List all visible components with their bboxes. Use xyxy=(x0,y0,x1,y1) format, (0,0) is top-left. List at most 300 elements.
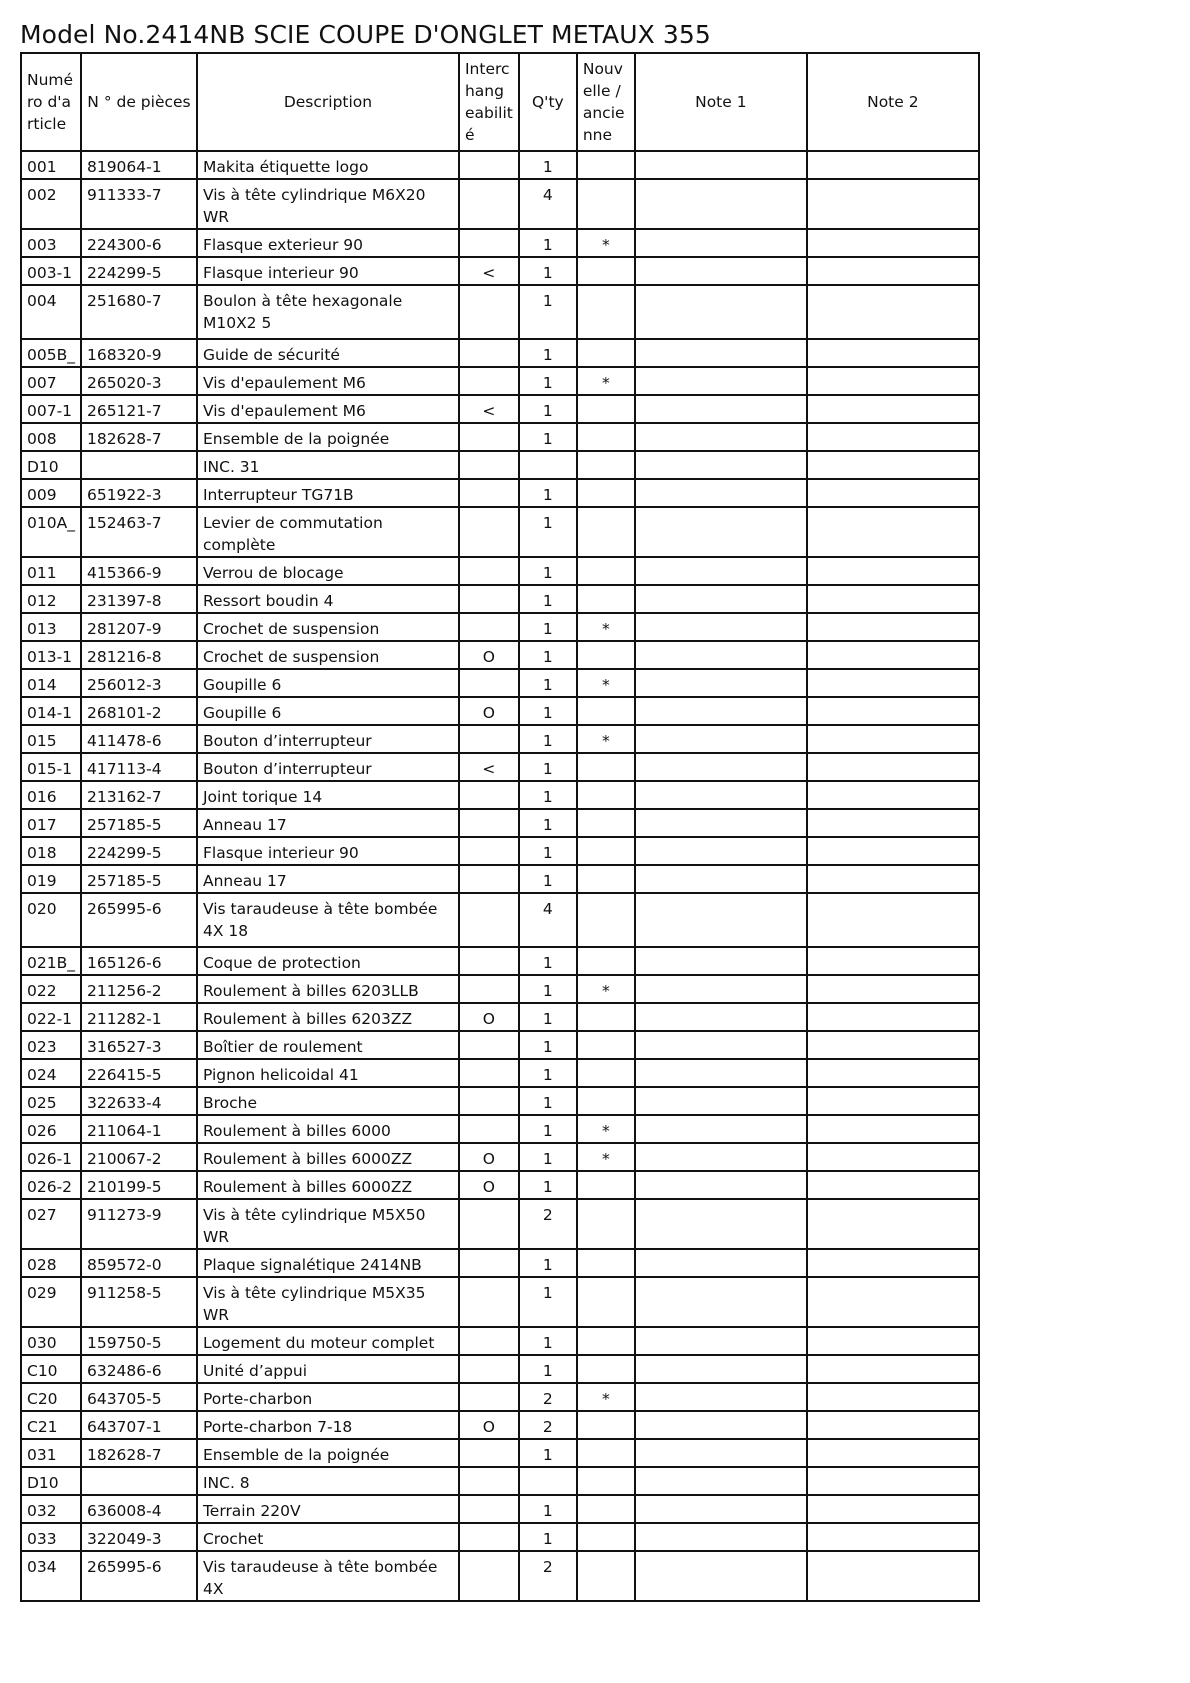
new-old-cell xyxy=(577,585,635,613)
interchangeability-cell xyxy=(459,479,519,507)
part-number-cell: 265020-3 xyxy=(81,367,197,395)
interchangeability-cell xyxy=(459,1327,519,1355)
description-cell: Roulement à billes 6000ZZ xyxy=(197,1143,459,1171)
new-old-cell xyxy=(577,395,635,423)
description-cell: Ensemble de la poignée xyxy=(197,423,459,451)
quantity-cell: 1 xyxy=(519,395,577,423)
new-old-cell xyxy=(577,1171,635,1199)
part-number-cell: 265995-6 xyxy=(81,1551,197,1601)
interchangeability-cell xyxy=(459,947,519,975)
table-row xyxy=(21,1411,979,1439)
description-cell: Vis d'epaulement M6 xyxy=(197,367,459,395)
note-1-cell xyxy=(635,1115,807,1143)
part-number-cell: 265121-7 xyxy=(81,395,197,423)
article-number-cell: 022 xyxy=(21,975,81,1003)
article-number-cell: 026-1 xyxy=(21,1143,81,1171)
note-1-cell xyxy=(635,1087,807,1115)
table-row xyxy=(21,451,979,479)
note-2-cell xyxy=(807,893,979,947)
table-row xyxy=(21,367,979,395)
description-cell: Coque de protection xyxy=(197,947,459,975)
interchangeability-cell xyxy=(459,613,519,641)
new-old-cell xyxy=(577,865,635,893)
note-1-cell xyxy=(635,179,807,229)
interchangeability-cell xyxy=(459,1355,519,1383)
note-1-cell xyxy=(635,893,807,947)
table-row xyxy=(21,781,979,809)
header-description: Description xyxy=(197,53,459,151)
note-1-cell xyxy=(635,1249,807,1277)
part-number-cell: 211256-2 xyxy=(81,975,197,1003)
quantity-cell: 1 xyxy=(519,725,577,753)
new-old-cell xyxy=(577,1059,635,1087)
note-1-cell xyxy=(635,1059,807,1087)
table-row xyxy=(21,725,979,753)
new-old-cell xyxy=(577,1551,635,1601)
part-number-cell: 224299-5 xyxy=(81,257,197,285)
new-old-cell xyxy=(577,257,635,285)
part-number-cell: 226415-5 xyxy=(81,1059,197,1087)
note-2-cell xyxy=(807,1551,979,1601)
article-number-cell: D10 xyxy=(21,1467,81,1495)
article-number-cell: 004 xyxy=(21,285,81,339)
quantity-cell: 1 xyxy=(519,1171,577,1199)
description-cell: Flasque interieur 90 xyxy=(197,837,459,865)
note-1-cell xyxy=(635,151,807,179)
note-1-cell xyxy=(635,613,807,641)
description-cell: Porte-charbon 7-18 xyxy=(197,1411,459,1439)
table-row xyxy=(21,257,979,285)
note-1-cell xyxy=(635,423,807,451)
article-number-cell: 028 xyxy=(21,1249,81,1277)
header-new-old: Nouv elle / ancie nne xyxy=(577,53,635,151)
article-number-cell: 014 xyxy=(21,669,81,697)
new-old-cell xyxy=(577,1277,635,1327)
part-number-cell: 316527-3 xyxy=(81,1031,197,1059)
interchangeability-cell xyxy=(459,809,519,837)
table-row xyxy=(21,613,979,641)
note-2-cell xyxy=(807,1143,979,1171)
table-row xyxy=(21,585,979,613)
article-number-cell: 030 xyxy=(21,1327,81,1355)
article-number-cell: 033 xyxy=(21,1523,81,1551)
new-old-cell xyxy=(577,1355,635,1383)
note-2-cell xyxy=(807,1327,979,1355)
table-row xyxy=(21,865,979,893)
quantity-cell: 4 xyxy=(519,179,577,229)
quantity-cell: 2 xyxy=(519,1411,577,1439)
note-1-cell xyxy=(635,479,807,507)
article-number-cell: 016 xyxy=(21,781,81,809)
table-row xyxy=(21,809,979,837)
part-number-cell: 281207-9 xyxy=(81,613,197,641)
interchangeability-cell xyxy=(459,1115,519,1143)
table-row xyxy=(21,1059,979,1087)
description-cell: Logement du moteur complet xyxy=(197,1327,459,1355)
note-2-cell xyxy=(807,613,979,641)
quantity-cell: 1 xyxy=(519,809,577,837)
note-2-cell xyxy=(807,753,979,781)
new-old-cell: * xyxy=(577,1143,635,1171)
note-1-cell xyxy=(635,975,807,1003)
note-1-cell xyxy=(635,507,807,557)
table-row xyxy=(21,423,979,451)
interchangeability-cell xyxy=(459,1199,519,1249)
note-2-cell xyxy=(807,1087,979,1115)
quantity-cell: 1 xyxy=(519,1143,577,1171)
interchangeability-cell xyxy=(459,669,519,697)
quantity-cell: 1 xyxy=(519,1003,577,1031)
description-cell: Pignon helicoidal 41 xyxy=(197,1059,459,1087)
description-cell: Bouton d’interrupteur xyxy=(197,753,459,781)
description-cell: Roulement à billes 6203ZZ xyxy=(197,1003,459,1031)
note-1-cell xyxy=(635,725,807,753)
note-1-cell xyxy=(635,837,807,865)
description-cell: Unité d’appui xyxy=(197,1355,459,1383)
new-old-cell: * xyxy=(577,1115,635,1143)
quantity-cell: 1 xyxy=(519,781,577,809)
part-number-cell: 651922-3 xyxy=(81,479,197,507)
interchangeability-cell: < xyxy=(459,257,519,285)
note-1-cell xyxy=(635,1411,807,1439)
new-old-cell xyxy=(577,1249,635,1277)
table-row xyxy=(21,1327,979,1355)
table-row xyxy=(21,1439,979,1467)
interchangeability-cell xyxy=(459,865,519,893)
table-row xyxy=(21,1277,979,1327)
interchangeability-cell: < xyxy=(459,395,519,423)
table-row xyxy=(21,1031,979,1059)
parts-table xyxy=(20,52,980,1602)
quantity-cell: 1 xyxy=(519,1277,577,1327)
interchangeability-cell xyxy=(459,423,519,451)
quantity-cell: 1 xyxy=(519,229,577,257)
interchangeability-cell xyxy=(459,507,519,557)
note-2-cell xyxy=(807,809,979,837)
note-2-cell xyxy=(807,451,979,479)
table-row xyxy=(21,479,979,507)
interchangeability-cell xyxy=(459,975,519,1003)
table-row xyxy=(21,1383,979,1411)
note-1-cell xyxy=(635,451,807,479)
article-number-cell: 020 xyxy=(21,893,81,947)
table-row xyxy=(21,753,979,781)
note-2-cell xyxy=(807,1003,979,1031)
quantity-cell: 1 xyxy=(519,1355,577,1383)
new-old-cell xyxy=(577,339,635,367)
quantity-cell: 1 xyxy=(519,975,577,1003)
quantity-cell: 1 xyxy=(519,507,577,557)
article-number-cell: C20 xyxy=(21,1383,81,1411)
note-1-cell xyxy=(635,557,807,585)
new-old-cell xyxy=(577,947,635,975)
description-cell: Vis à tête cylindrique M5X35 WR xyxy=(197,1277,459,1327)
note-1-cell xyxy=(635,753,807,781)
header-article-number: Numé ro d'a rticle xyxy=(21,53,81,151)
part-number-cell: 213162-7 xyxy=(81,781,197,809)
part-number-cell: 632486-6 xyxy=(81,1355,197,1383)
part-number-cell: 322049-3 xyxy=(81,1523,197,1551)
table-row xyxy=(21,1199,979,1249)
interchangeability-cell xyxy=(459,285,519,339)
quantity-cell: 1 xyxy=(519,479,577,507)
new-old-cell xyxy=(577,479,635,507)
quantity-cell: 1 xyxy=(519,669,577,697)
note-2-cell xyxy=(807,557,979,585)
new-old-cell xyxy=(577,1199,635,1249)
article-number-cell: 029 xyxy=(21,1277,81,1327)
new-old-cell xyxy=(577,451,635,479)
new-old-cell: * xyxy=(577,367,635,395)
new-old-cell: * xyxy=(577,725,635,753)
note-2-cell xyxy=(807,1031,979,1059)
interchangeability-cell xyxy=(459,837,519,865)
article-number-cell: 031 xyxy=(21,1439,81,1467)
description-cell: Joint torique 14 xyxy=(197,781,459,809)
table-row xyxy=(21,395,979,423)
note-2-cell xyxy=(807,947,979,975)
interchangeability-cell: O xyxy=(459,1171,519,1199)
new-old-cell xyxy=(577,809,635,837)
note-2-cell xyxy=(807,1059,979,1087)
article-number-cell: 003-1 xyxy=(21,257,81,285)
note-1-cell xyxy=(635,585,807,613)
table-row xyxy=(21,285,979,339)
interchangeability-cell xyxy=(459,367,519,395)
part-number-cell: 911273-9 xyxy=(81,1199,197,1249)
table-row xyxy=(21,1523,979,1551)
part-number-cell: 819064-1 xyxy=(81,151,197,179)
table-row xyxy=(21,641,979,669)
quantity-cell: 1 xyxy=(519,1523,577,1551)
interchangeability-cell: O xyxy=(459,1411,519,1439)
table-row xyxy=(21,975,979,1003)
interchangeability-cell xyxy=(459,1495,519,1523)
description-cell: Roulement à billes 6203LLB xyxy=(197,975,459,1003)
quantity-cell: 1 xyxy=(519,641,577,669)
article-number-cell: 027 xyxy=(21,1199,81,1249)
note-1-cell xyxy=(635,697,807,725)
article-number-cell: 013 xyxy=(21,613,81,641)
note-2-cell xyxy=(807,285,979,339)
article-number-cell: 001 xyxy=(21,151,81,179)
note-2-cell xyxy=(807,1199,979,1249)
table-row xyxy=(21,179,979,229)
description-cell: Terrain 220V xyxy=(197,1495,459,1523)
note-2-cell xyxy=(807,1355,979,1383)
part-number-cell: 211064-1 xyxy=(81,1115,197,1143)
part-number-cell: 265995-6 xyxy=(81,893,197,947)
new-old-cell xyxy=(577,285,635,339)
new-old-cell xyxy=(577,781,635,809)
note-2-cell xyxy=(807,1495,979,1523)
part-number-cell: 168320-9 xyxy=(81,339,197,367)
article-number-cell: 007-1 xyxy=(21,395,81,423)
quantity-cell: 1 xyxy=(519,1249,577,1277)
part-number-cell: 159750-5 xyxy=(81,1327,197,1355)
note-2-cell xyxy=(807,339,979,367)
part-number-cell: 211282-1 xyxy=(81,1003,197,1031)
quantity-cell: 1 xyxy=(519,257,577,285)
article-number-cell: 010A_ xyxy=(21,507,81,557)
description-cell: Ensemble de la poignée xyxy=(197,1439,459,1467)
part-number-cell: 256012-3 xyxy=(81,669,197,697)
article-number-cell: 015-1 xyxy=(21,753,81,781)
note-2-cell xyxy=(807,837,979,865)
new-old-cell xyxy=(577,179,635,229)
quantity-cell: 1 xyxy=(519,423,577,451)
new-old-cell xyxy=(577,423,635,451)
note-2-cell xyxy=(807,1467,979,1495)
note-1-cell xyxy=(635,1277,807,1327)
interchangeability-cell: < xyxy=(459,753,519,781)
part-number-cell: 643707-1 xyxy=(81,1411,197,1439)
part-number-cell: 257185-5 xyxy=(81,809,197,837)
note-2-cell xyxy=(807,507,979,557)
note-1-cell xyxy=(635,1467,807,1495)
note-2-cell xyxy=(807,669,979,697)
table-row xyxy=(21,1249,979,1277)
description-cell: INC. 31 xyxy=(197,451,459,479)
page-title: Model No.2414NB SCIE COUPE D'ONGLET METAUX 355 xyxy=(20,20,711,49)
description-cell: Vis à tête cylindrique M6X20 WR xyxy=(197,179,459,229)
article-number-cell: 011 xyxy=(21,557,81,585)
new-old-cell xyxy=(577,1031,635,1059)
part-number-cell: 417113-4 xyxy=(81,753,197,781)
description-cell: Flasque interieur 90 xyxy=(197,257,459,285)
table-row xyxy=(21,1495,979,1523)
new-old-cell: * xyxy=(577,1383,635,1411)
note-1-cell xyxy=(635,285,807,339)
note-2-cell xyxy=(807,1383,979,1411)
article-number-cell: 012 xyxy=(21,585,81,613)
description-cell: Flasque exterieur 90 xyxy=(197,229,459,257)
description-cell: Vis à tête cylindrique M5X50 WR xyxy=(197,1199,459,1249)
article-number-cell: 015 xyxy=(21,725,81,753)
quantity-cell: 1 xyxy=(519,697,577,725)
note-1-cell xyxy=(635,947,807,975)
table-body xyxy=(21,151,979,1601)
part-number-cell: 636008-4 xyxy=(81,1495,197,1523)
new-old-cell xyxy=(577,1495,635,1523)
interchangeability-cell xyxy=(459,1383,519,1411)
description-cell: Crochet de suspension xyxy=(197,641,459,669)
interchangeability-cell xyxy=(459,339,519,367)
quantity-cell: 2 xyxy=(519,1383,577,1411)
description-cell: INC. 8 xyxy=(197,1467,459,1495)
article-number-cell: 022-1 xyxy=(21,1003,81,1031)
description-cell: Levier de commutation complète xyxy=(197,507,459,557)
table-row xyxy=(21,1551,979,1601)
new-old-cell xyxy=(577,1411,635,1439)
quantity-cell: 1 xyxy=(519,1087,577,1115)
new-old-cell xyxy=(577,1439,635,1467)
interchangeability-cell xyxy=(459,1551,519,1601)
article-number-cell: 017 xyxy=(21,809,81,837)
new-old-cell xyxy=(577,151,635,179)
interchangeability-cell xyxy=(459,725,519,753)
quantity-cell: 1 xyxy=(519,151,577,179)
new-old-cell xyxy=(577,893,635,947)
part-number-cell: 182628-7 xyxy=(81,423,197,451)
new-old-cell: * xyxy=(577,975,635,1003)
part-number-cell: 643705-5 xyxy=(81,1383,197,1411)
interchangeability-cell xyxy=(459,151,519,179)
article-number-cell: 024 xyxy=(21,1059,81,1087)
table-row xyxy=(21,507,979,557)
article-number-cell: 007 xyxy=(21,367,81,395)
note-2-cell xyxy=(807,1115,979,1143)
new-old-cell xyxy=(577,507,635,557)
article-number-cell: 018 xyxy=(21,837,81,865)
table-row xyxy=(21,1115,979,1143)
description-cell: Roulement à billes 6000ZZ xyxy=(197,1171,459,1199)
new-old-cell xyxy=(577,557,635,585)
description-cell: Crochet xyxy=(197,1523,459,1551)
note-2-cell xyxy=(807,585,979,613)
interchangeability-cell xyxy=(459,1059,519,1087)
note-1-cell xyxy=(635,1171,807,1199)
note-2-cell xyxy=(807,1249,979,1277)
quantity-cell: 1 xyxy=(519,1031,577,1059)
interchangeability-cell xyxy=(459,1031,519,1059)
interchangeability-cell xyxy=(459,1439,519,1467)
note-2-cell xyxy=(807,479,979,507)
description-cell: Plaque signalétique 2414NB xyxy=(197,1249,459,1277)
note-1-cell xyxy=(635,1031,807,1059)
new-old-cell xyxy=(577,1467,635,1495)
table-row xyxy=(21,697,979,725)
table-header-row xyxy=(21,53,979,151)
note-1-cell xyxy=(635,641,807,669)
article-number-cell: 034 xyxy=(21,1551,81,1601)
note-1-cell xyxy=(635,229,807,257)
note-2-cell xyxy=(807,975,979,1003)
quantity-cell: 1 xyxy=(519,1059,577,1087)
header-interchangeability: Interc hang eabilit é xyxy=(459,53,519,151)
quantity-cell: 1 xyxy=(519,1495,577,1523)
quantity-cell: 1 xyxy=(519,1439,577,1467)
note-2-cell xyxy=(807,1439,979,1467)
description-cell: Guide de sécurité xyxy=(197,339,459,367)
quantity-cell: 1 xyxy=(519,367,577,395)
interchangeability-cell xyxy=(459,1249,519,1277)
interchangeability-cell xyxy=(459,1467,519,1495)
quantity-cell xyxy=(519,451,577,479)
interchangeability-cell: O xyxy=(459,641,519,669)
note-2-cell xyxy=(807,1411,979,1439)
description-cell: Broche xyxy=(197,1087,459,1115)
note-1-cell xyxy=(635,1523,807,1551)
description-cell: Ressort boudin 4 xyxy=(197,585,459,613)
interchangeability-cell xyxy=(459,1523,519,1551)
note-2-cell xyxy=(807,697,979,725)
description-cell: Anneau 17 xyxy=(197,865,459,893)
interchangeability-cell xyxy=(459,451,519,479)
article-number-cell: 019 xyxy=(21,865,81,893)
article-number-cell: 025 xyxy=(21,1087,81,1115)
new-old-cell: * xyxy=(577,229,635,257)
part-number-cell: 251680-7 xyxy=(81,285,197,339)
header-part-number: N ° de pièces xyxy=(81,53,197,151)
new-old-cell xyxy=(577,641,635,669)
article-number-cell: 005B_ xyxy=(21,339,81,367)
part-number-cell: 165126-6 xyxy=(81,947,197,975)
part-number-cell: 224300-6 xyxy=(81,229,197,257)
note-2-cell xyxy=(807,641,979,669)
article-number-cell: 021B_ xyxy=(21,947,81,975)
note-2-cell xyxy=(807,423,979,451)
